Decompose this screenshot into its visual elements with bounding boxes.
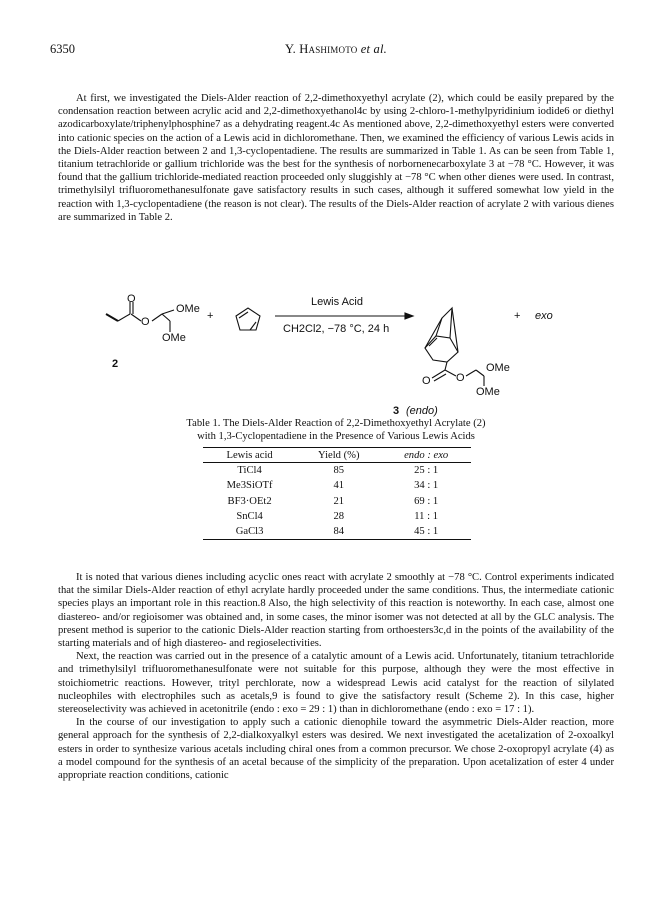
intro-paragraph	[58, 92, 614, 224]
plus-sign: +	[514, 310, 521, 322]
author-suffix: et al.	[357, 42, 387, 56]
compound-2-label: 2	[112, 358, 119, 370]
yield-cell: 84	[296, 524, 381, 540]
table-row	[203, 494, 471, 509]
col-header-yield: Yield (%)	[296, 448, 381, 463]
ratio-cell: 34 : 1	[414, 480, 439, 492]
lewis-acid-cell: SnCl4	[236, 511, 263, 523]
body-paragraph: Next, the reaction was carried out in the presence of a catalytic amount of a Lewis acid. Unfortunately, titanium tetrachloride and trimethylsilyl trifluoromethanesulfonate were not suitable for this purpose, although they were the most effective in stoichiometric reactions. However, trityl perchlorate, now a widespread Lewis acid catalyst for the reaction of silylated nucleophiles with electrophiles such as acetals,9 is found to give the satisfactory result (Scheme 2). In this case, higher stereoselectivity was achieved in acetonitrile (endo : exo = 29 : 1) than in dichloromethane (endo : exo = 17 : 1).	[58, 651, 614, 716]
table-header-row	[203, 448, 471, 463]
page-number: 6350	[50, 42, 75, 56]
table-row	[203, 509, 471, 524]
plus-sign: +	[207, 310, 214, 322]
body-paragraph: It is noted that various dienes including acyclic ones react with acrylate 2 smoothly at −78 °C. Control experiments indicated that the similar Diels-Alder reaction of ethyl acrylate hardly proceeded under the same conditions. Thus, the intermediate cationic species plays an important role in this reaction.8 Also, the high selectivity of this reaction is noteworthy. In each case, almost one diastereo- and/or regioisomer was obtained and, in some cases, the minor isomer was not detected at all by the GLC analysis. The present method is superior to the cationic Diels-Alder reaction starting from orthoesters3c,d in the points of the availability of the starting materials and of high diastereo- and regioselectivities.	[58, 572, 614, 650]
compound-3-label: 3	[393, 405, 400, 417]
lewis-acid-cell: GaCl3	[203, 524, 296, 540]
conditions-label: CH2Cl2, −78 °C, 24 h	[283, 323, 390, 335]
lewis-acid-cell: TiCl4	[237, 465, 262, 477]
ratio-cell: 11 : 1	[414, 511, 439, 523]
carbonyl-oxygen: O	[422, 375, 431, 387]
yield-cell: 21	[333, 495, 345, 507]
table-caption-line: Table 1. The Diels-Alder Reaction of 2,2-Dimethoxyethyl Acrylate (2)	[186, 418, 486, 429]
running-header	[0, 42, 672, 57]
carbonyl-oxygen: O	[127, 293, 136, 305]
methoxy-group: OMe	[162, 332, 186, 344]
table-row	[203, 478, 471, 493]
lewis-acid-cell: Me3SiOTf	[226, 480, 273, 492]
table-row	[203, 524, 471, 540]
methoxy-group: OMe	[476, 386, 500, 398]
table-row	[203, 463, 471, 479]
ester-oxygen: O	[141, 316, 150, 328]
table-caption	[0, 417, 672, 443]
intro-text: At first, we investigated the Diels-Alder reaction of 2,2-dimethoxyethyl acrylate (2), which could be easily prepared by the condensation reaction between acrylic acid and 2,2-dimethoxyethanol4c by using 2-chloro-1-methylpyridinium iodide6 or diethyl azodicarboxylate/triphenylphosphine7 as a dehydrating reagent.4c As mentioned above, 2,2-dimethoxyethyl esters were converted into cationic species on the action of a Lewis acid in dichloromethane. Then, we examined the efficiency of various Lewis acids in the Diels-Alder reaction between 2 and 1,3-cyclopentadiene. The results are summarized in Table 1. As can be seen from Table 1, titanium tetrachloride or gallium trichloride was the best for the synthesis of norbornenecarboxylate 3 at −78 °C. However, it was found that the gallium trichloride-mediated reaction proceeded only sluggishly at −78 °C when other dienes were used. In contrast, trimethylsilyl trifluoromethanesulfonate gave satisfactory results in such cases, although it suffered somewhat low yield in the reaction with 1,3-cyclopentadiene (the reason is not clear). The results of the Diels-Alder reaction of acrylate 2 with various dienes are summarized in Table 2.	[58, 93, 614, 223]
body-text	[58, 571, 614, 782]
methoxy-group: OMe	[486, 362, 510, 374]
reaction-scheme	[100, 293, 570, 398]
results-table	[203, 447, 471, 540]
ester-oxygen: O	[456, 372, 465, 384]
ratio-cell: 69 : 1	[414, 495, 439, 507]
yield-cell: 28	[333, 511, 345, 523]
author-surname: Hashimoto	[299, 42, 358, 56]
reagent-label: Lewis Acid	[311, 296, 363, 308]
table-caption-line: with 1,3-Cyclopentadiene in the Presence of Various Lewis Acids	[197, 431, 475, 442]
methoxy-group: OMe	[176, 303, 200, 315]
lewis-acid-cell: BF3·OEt2	[227, 495, 272, 507]
ratio-cell: 25 : 1	[414, 465, 439, 477]
col-header-lewis-acid: Lewis acid	[203, 448, 296, 463]
yield-cell: 85	[333, 465, 345, 477]
col-header-ratio: endo : exo	[381, 448, 471, 463]
body-paragraph: In the course of our investigation to apply such a cationic dienophile toward the asymmetric Diels-Alder reaction, more general approach for the synthesis of 2,2-dialkoxyalkyl esters was desired. We next investigated the acetalization of 2-oxoalkyl esters in order to synthesize various acetals including chiral ones from a common precursor. We chose 2-oxopropyl acrylate (4) as a model compound for the synthesis of an acetal because of the simplicity of the preparation. Upon acetalization of ester 4 under appropriate reaction conditions, cationic	[58, 717, 614, 782]
scheme-drawing	[100, 296, 570, 396]
yield-cell: 41	[333, 480, 345, 492]
compound-3-tag: (endo)	[406, 405, 438, 417]
ratio-cell: 45 : 1	[381, 524, 471, 540]
author-prefix: Y.	[285, 42, 300, 56]
exo-label: exo	[535, 310, 553, 322]
